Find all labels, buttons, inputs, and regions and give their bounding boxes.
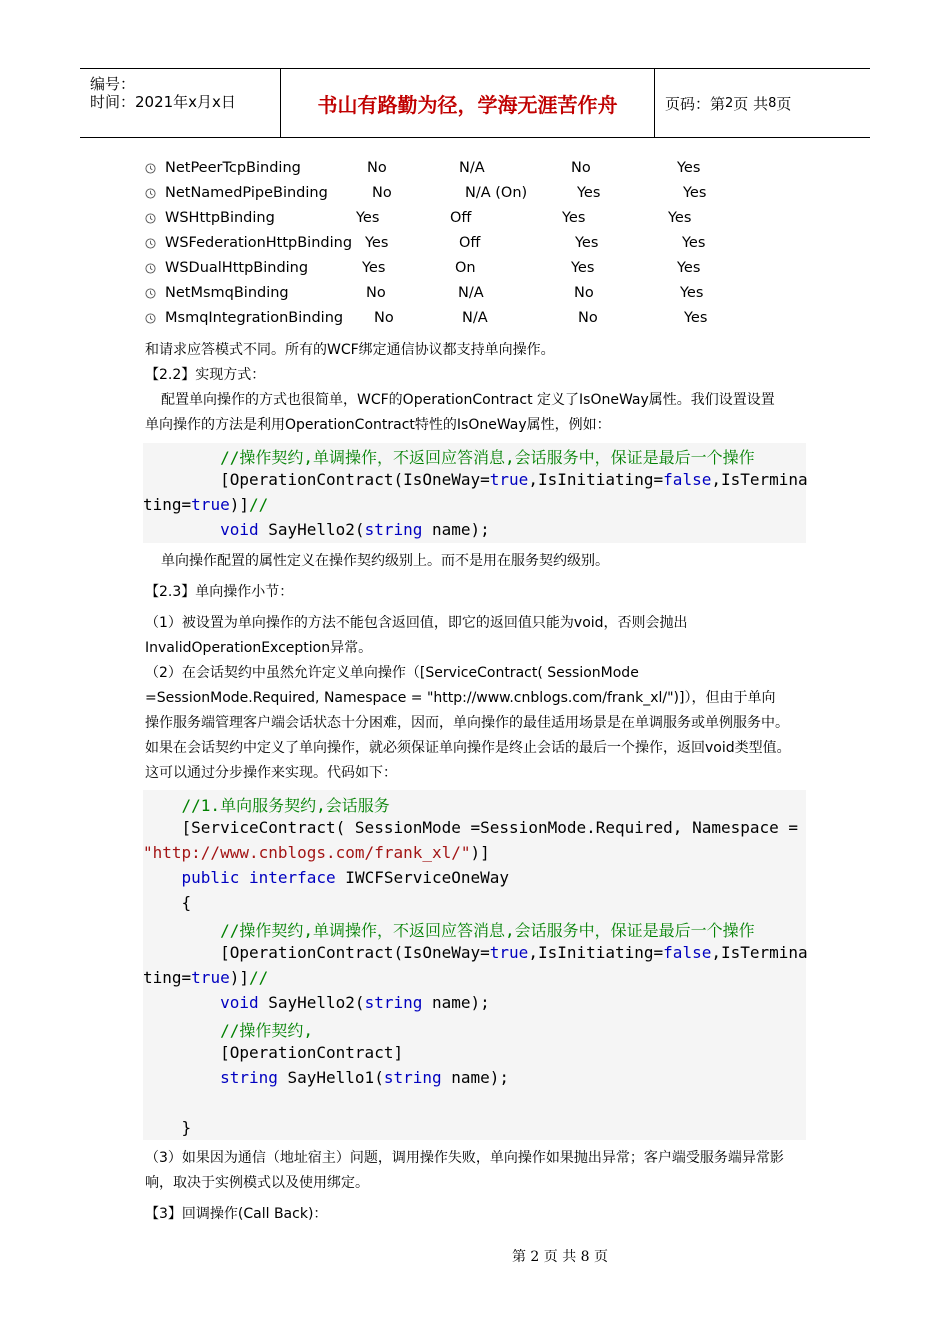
code-line: [OperationContract]	[143, 1043, 404, 1062]
page-header	[80, 68, 870, 138]
code-line: //操作契约,单调操作，不返回应答消息,会话服务中，保证是最后一个操作	[143, 448, 755, 467]
paragraph: 这可以通过分步操作来实现。代码如下：	[145, 765, 397, 781]
binding-row	[145, 310, 807, 332]
code-line: }	[143, 1118, 192, 1137]
binding-value: No	[574, 285, 594, 301]
clock-bullet-icon	[145, 163, 156, 174]
binding-value: No	[372, 185, 392, 201]
binding-value: No	[367, 160, 387, 176]
section-heading-2-3: 【2.3】单向操作小节：	[145, 584, 294, 600]
binding-value: No	[374, 310, 394, 326]
time-label: 时间：2021年x月x日	[90, 93, 236, 111]
section-heading-3: 【3】回调操作(Call Back)：	[145, 1206, 328, 1222]
binding-value: Yes	[677, 160, 701, 176]
paragraph: 操作服务端管理客户端会话状态十分困难，因而，单向操作的最佳适用场景是在单调服务或单例服务中。	[145, 715, 789, 731]
paragraph: 单向操作配置的属性定义在操作契约级别上。而不是用在服务契约级别。	[161, 553, 609, 569]
paragraph: 如果在会话契约中定义了单向操作，就必须保证单向操作是终止会话的最后一个操作，返回void类型值。	[145, 740, 791, 756]
binding-value: Yes	[575, 235, 599, 251]
code-line: //操作契约,单调操作，不返回应答消息,会话服务中，保证是最后一个操作	[143, 921, 755, 940]
binding-value: Off	[450, 210, 472, 226]
page-label-suffix: 页	[776, 94, 792, 113]
binding-name: NetMsmqBinding	[165, 285, 289, 301]
paragraph: InvalidOperationException异常。	[145, 640, 373, 656]
binding-value: N/A	[458, 285, 484, 301]
binding-value: N/A	[462, 310, 488, 326]
binding-name: WSHttpBinding	[165, 210, 275, 226]
paragraph: =SessionMode.Required, Namespace = "http://www.cnblogs.com/frank_xl/")]），但由于单向	[145, 690, 776, 706]
binding-value: Yes	[684, 310, 708, 326]
code-line: //操作契约,	[143, 1021, 313, 1040]
clock-bullet-icon	[145, 313, 156, 324]
binding-value: Yes	[362, 260, 386, 276]
code-line: void SayHello2(string name);	[220, 993, 490, 1012]
clock-bullet-icon	[145, 188, 156, 199]
code-line: "http://www.cnblogs.com/frank_xl/")]	[143, 843, 490, 862]
number-label: 编号：	[90, 75, 136, 93]
binding-value: Yes	[356, 210, 380, 226]
binding-name: NetPeerTcpBinding	[165, 160, 301, 176]
code-line: string SayHello1(string name);	[220, 1068, 510, 1087]
code-line: ting=true)]//	[143, 968, 269, 987]
paragraph: （2）在会话契约中虽然允许定义单向操作（[ServiceContract( SessionMode	[145, 665, 639, 681]
code-line: ting=true)]//	[143, 495, 269, 514]
binding-value: Yes	[677, 260, 701, 276]
binding-row	[145, 260, 807, 282]
code-block	[143, 790, 806, 1140]
clock-bullet-icon	[145, 263, 156, 274]
clock-bullet-icon	[145, 288, 156, 299]
header-motto-cell	[281, 69, 655, 137]
binding-value: Yes	[571, 260, 595, 276]
binding-value: No	[571, 160, 591, 176]
binding-row	[145, 185, 807, 207]
binding-value: N/A	[459, 160, 485, 176]
binding-row	[145, 210, 807, 232]
binding-row	[145, 285, 807, 307]
paragraph: 响，取决于实例模式以及使用绑定。	[145, 1175, 369, 1191]
header-meta-cell	[80, 69, 281, 137]
page-total: 8	[768, 95, 777, 111]
binding-value: Yes	[562, 210, 586, 226]
page-label-mid: 页 共	[733, 94, 769, 113]
binding-value: Yes	[668, 210, 692, 226]
code-line: //1.单向服务契约,会话服务	[143, 796, 390, 815]
paragraph: 配置单向操作的方式也很简单，WCF的OperationContract 定义了IsOneWay属性。我们设置设置	[161, 392, 775, 408]
motto: 书山有路勤为径，学海无涯苦作舟	[317, 92, 618, 117]
binding-name: MsmqIntegrationBinding	[165, 310, 344, 326]
code-line: [ServiceContract( SessionMode =SessionMode.Required, Namespace =	[143, 818, 799, 837]
clock-bullet-icon	[145, 238, 156, 249]
code-line: {	[143, 893, 192, 912]
binding-row	[145, 235, 807, 257]
code-line: public interface IWCFServiceOneWay	[181, 868, 510, 887]
page-label-prefix: 页码：第	[665, 94, 726, 113]
paragraph: （3）如果因为通信（地址宿主）问题，调用操作失败，单向操作如果抛出异常；客户端受服务端异常影	[145, 1150, 784, 1166]
code-line: [OperationContract(IsOneWay=true,IsInitiating=false,IsTermina	[143, 470, 808, 489]
paragraph: 和请求应答模式不同。所有的WCF绑定通信协议都支持单向操作。	[145, 342, 555, 358]
paragraph: （1）被设置为单向操作的方法不能包含返回值，即它的返回值只能为void，否则会抛出	[145, 615, 688, 631]
binding-name: NetNamedPipeBinding	[165, 185, 328, 201]
binding-value: No	[366, 285, 386, 301]
code-line: void SayHello2(string name);	[220, 520, 490, 539]
binding-value: No	[578, 310, 598, 326]
page-current: 2	[725, 95, 734, 111]
binding-row	[145, 160, 807, 182]
binding-name: WSDualHttpBinding	[165, 260, 309, 276]
clock-bullet-icon	[145, 213, 156, 224]
binding-value: N/A (On)	[465, 185, 528, 201]
binding-value: Yes	[577, 185, 601, 201]
paragraph: 单向操作的方法是利用OperationContract特性的IsOneWay属性，例如：	[145, 417, 611, 433]
binding-value: Yes	[365, 235, 389, 251]
binding-name: WSFederationHttpBinding	[165, 235, 353, 251]
section-heading-2-2: 【2.2】实现方式：	[145, 367, 266, 383]
code-line: [OperationContract(IsOneWay=true,IsInitiating=false,IsTermina	[143, 943, 808, 962]
binding-value: Off	[459, 235, 481, 251]
page-footer: 第 2 页 共 8 页	[511, 1249, 609, 1265]
binding-value: On	[455, 260, 476, 276]
code-block	[143, 443, 806, 543]
binding-value: Yes	[682, 235, 706, 251]
header-page-cell	[655, 69, 870, 137]
binding-value: Yes	[683, 185, 707, 201]
binding-value: Yes	[680, 285, 704, 301]
